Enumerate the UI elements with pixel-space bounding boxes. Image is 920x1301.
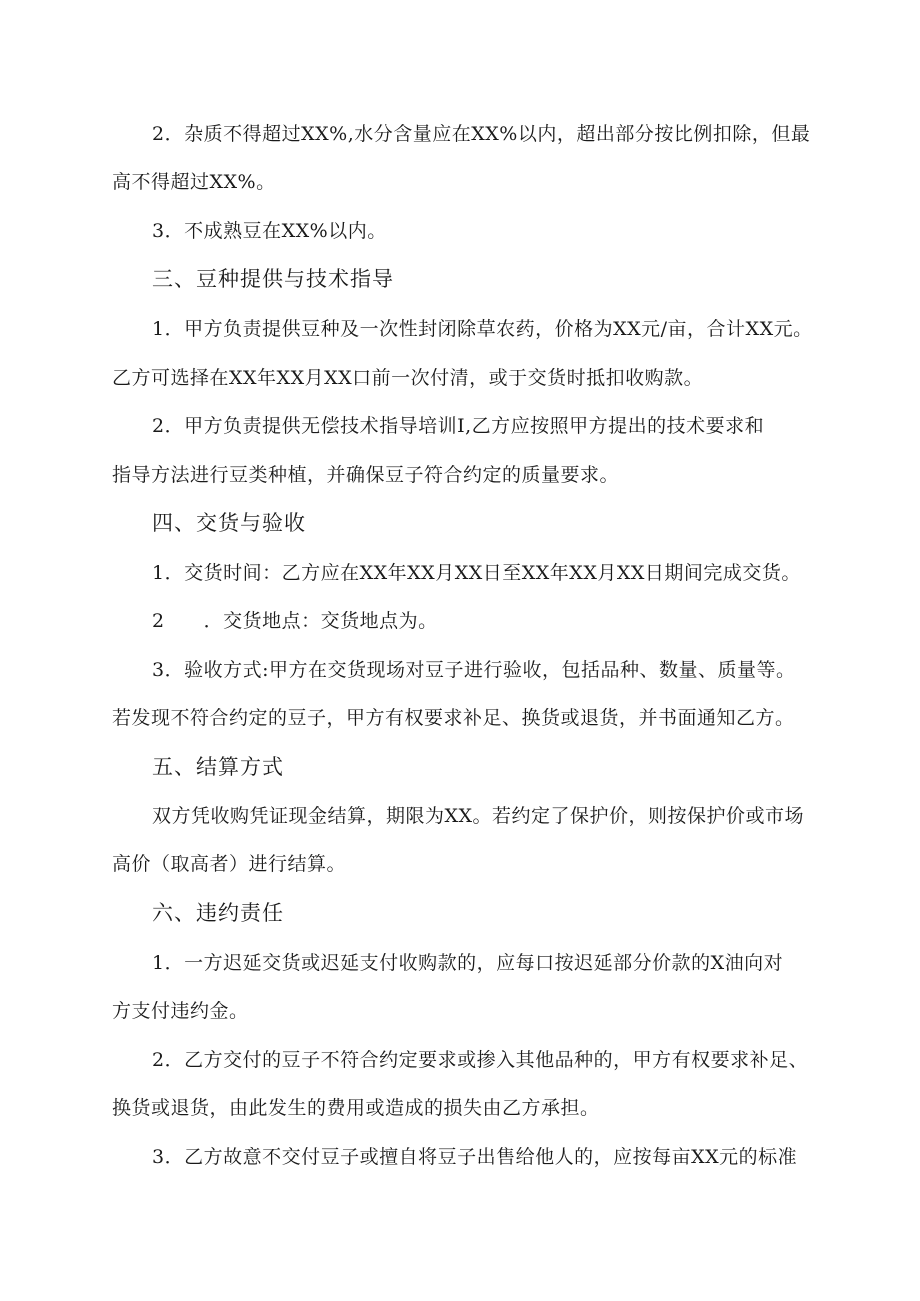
section6-item2-line-1: 2．乙方交付的豆子不符合约定要求或掺入其他品种的，甲方有权要求补足、	[152, 1049, 809, 1071]
section5-para-line-1: 双方凭收购凭证现金结算，期限为XX。若约定了保护价，则按保护价或市场	[152, 805, 805, 827]
para-2-line-2: 高不得超过XX%。	[112, 171, 276, 193]
section3-item1-line-2: 乙方可选择在XX年XX月XX口前一次付清，或于交货时抵扣收购款。	[112, 367, 704, 389]
section4-item2: 2 ．交货地点：交货地点为。	[152, 610, 438, 632]
section6-item2-line-2: 换货或退货，由此发生的费用或造成的损失由乙方承担。	[112, 1097, 600, 1119]
section-heading-6: 六、违约责任	[152, 901, 284, 925]
section6-item3-line-1: 3．乙方故意不交付豆子或擅自将豆子出售给他人的，应按每亩XX元的标准	[152, 1146, 798, 1168]
section4-item1: 1．交货时间：乙方应在XX年XX月XX日至XX年XX月XX日期间完成交货。	[152, 562, 801, 584]
section-heading-4: 四、交货与验收	[152, 511, 306, 535]
section-heading-5: 五、结算方式	[152, 755, 284, 779]
para-3: 3．不成熟豆在XX%以内。	[152, 220, 387, 242]
section3-item2-line-2: 指导方法进行豆类种植，并确保豆子符合约定的质量要求。	[112, 464, 620, 486]
section6-item1-line-1: 1．一方迟延交货或迟延支付收购款的，应每口按迟延部分价款的X油向对	[152, 952, 784, 974]
section5-para-line-2: 高价（取高者）进行结算。	[112, 853, 347, 875]
section-heading-3: 三、豆种提供与技术指导	[152, 267, 394, 291]
section4-item3-line-2: 若发现不符合约定的豆子，甲方有权要求补足、换货或退货，并书面通知乙方。	[112, 707, 795, 729]
section3-item1-line-1: 1．甲方负责提供豆种及一次性封闭除草农药，价格为XX元/亩，合计XX元。	[152, 318, 813, 340]
section6-item1-line-2: 方支付违约金。	[112, 1000, 249, 1022]
section3-item2-line-1: 2．甲方负责提供无偿技术指导培训I,乙方应按照甲方提出的技术要求和	[152, 415, 765, 437]
section4-item3-line-1: 3．验收方式:甲方在交货现场对豆子进行验收，包括品种、数量、质量等。	[152, 659, 796, 681]
para-2-line-1: 2．杂质不得超过XX%,水分含量应在XX%以内，超出部分按比例扣除，但最	[152, 123, 811, 145]
